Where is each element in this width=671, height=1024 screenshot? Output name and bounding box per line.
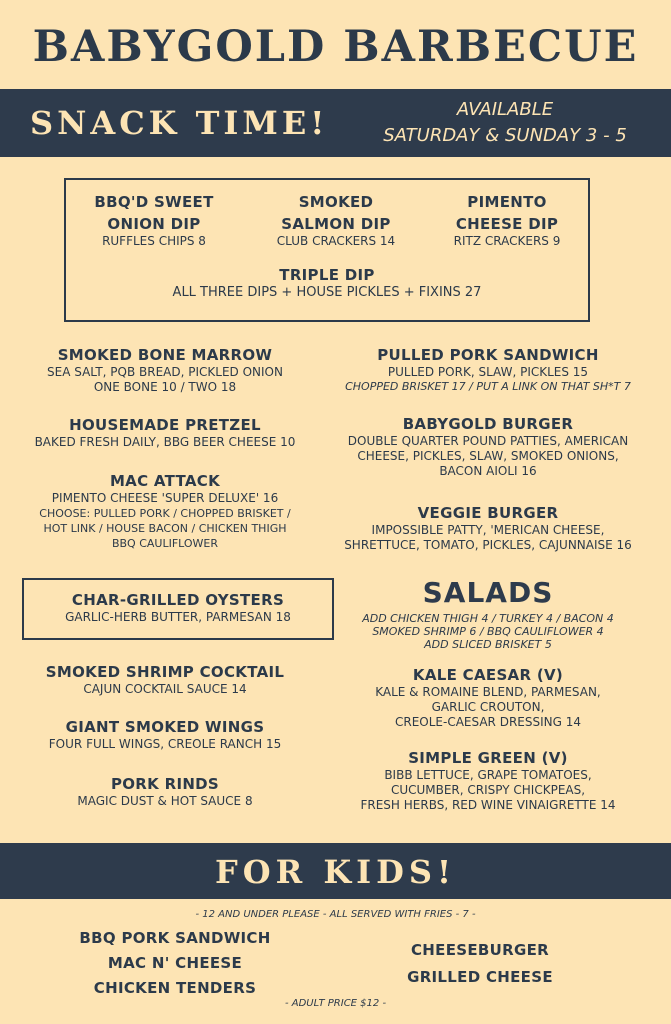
dip-item: PIMENTO CHEESE DIP RITZ CRACKERS 9	[453, 193, 561, 248]
for-kids-banner	[0, 843, 671, 899]
menu-item: PORK RINDS MAGIC DUST & HOT SAUCE 8	[77, 775, 253, 808]
menu-item: BABYGOLD BURGER DOUBLE QUARTER POUND PATTIES, AMERICAN CHEESE, PICKLES, SLAW, SMOKED ONIONS, BACON AIOLI 16	[347, 415, 629, 478]
menu-item: PULLED PORK SANDWICH PULLED PORK, SLAW, PICKLES 15 CHOPPED BRISKET 17 / PUT A LINK ON THAT SH*T 7	[345, 346, 631, 393]
restaurant-title: BABYGOLD BARBECUE	[32, 22, 639, 72]
snack-time-banner	[0, 89, 671, 157]
dip-item: SMOKED SALMON DIP CLUB CRACKERS 14	[276, 193, 396, 248]
menu-item-salad: SIMPLE GREEN (V) BIBB LETTUCE, GRAPE TOMATOES, CUCUMBER, CRISPY CHICKPEAS, FRESH HERBS, RED WINE VINAIGRETTE 14	[360, 749, 616, 812]
salads-heading: SALADS	[422, 576, 554, 609]
menu-item: GIANT SMOKED WINGS FOUR FULL WINGS, CREOLE RANCH 15	[48, 718, 282, 751]
menu-item: SMOKED BONE MARROW SEA SALT, PQB BREAD, PICKLED ONION ONE BONE 10 / TWO 18	[47, 346, 283, 394]
menu-item: MAC ATTACK PIMENTO CHEESE 'SUPER DELUXE' 16 CHOOSE: PULLED PORK / CHOPPED BRISKET / HOT LINK / HOUSE BACON / CHICKEN THIGH BBQ CAULIFLOWER	[39, 472, 291, 550]
dip-item: BBQ'D SWEET ONION DIP RUFFLES CHIPS 8	[94, 193, 214, 248]
menu-item: VEGGIE BURGER IMPOSSIBLE PATTY, 'MERICAN CHEESE, SHRETTUCE, TOMATO, PICKLES, CAJUNNAISE 16	[344, 504, 632, 552]
menu-item-salad: KALE CAESAR (V) KALE & ROMAINE BLEND, PARMESAN, GARLIC CROUTON, CREOLE-CAESAR DRESSING 14	[375, 666, 601, 729]
menu-item-oysters: CHAR-GRILLED OYSTERS GARLIC-HERB BUTTER, PARMESAN 18	[65, 591, 291, 624]
menu-item: SMOKED SHRIMP COCKTAIL CAJUN COCKTAIL SAUCE 14	[45, 663, 285, 696]
for-kids-heading: FOR KIDS!	[214, 853, 456, 891]
menu-item: HOUSEMADE PRETZEL BAKED FRESH DAILY, BBG BEER CHEESE 10	[34, 416, 296, 449]
availability-note: AVAILABLE SATURDAY & SUNDAY 3 - 5	[383, 99, 627, 146]
kids-items-right: CHEESEBURGER GRILLED CHEESE	[407, 941, 553, 986]
kids-items-left: BBQ PORK SANDWICH MAC N' CHEESE CHICKEN TENDERS	[79, 929, 271, 997]
triple-dip: TRIPLE DIP ALL THREE DIPS + HOUSE PICKLES + FIXINS 27	[172, 266, 482, 300]
adult-price-note: - ADULT PRICE $12 -	[284, 998, 387, 1009]
snack-time-heading: SNACK TIME!	[30, 104, 329, 142]
salad-addons: ADD CHICKEN THIGH 4 / TURKEY 4 / BACON 4 SMOKED SHRIMP 6 / BBQ CAULIFLOWER 4 ADD SLICED BRISKET 5	[362, 612, 614, 651]
kids-note: - 12 AND UNDER PLEASE - ALL SERVED WITH FRIES - 7 -	[195, 909, 476, 920]
